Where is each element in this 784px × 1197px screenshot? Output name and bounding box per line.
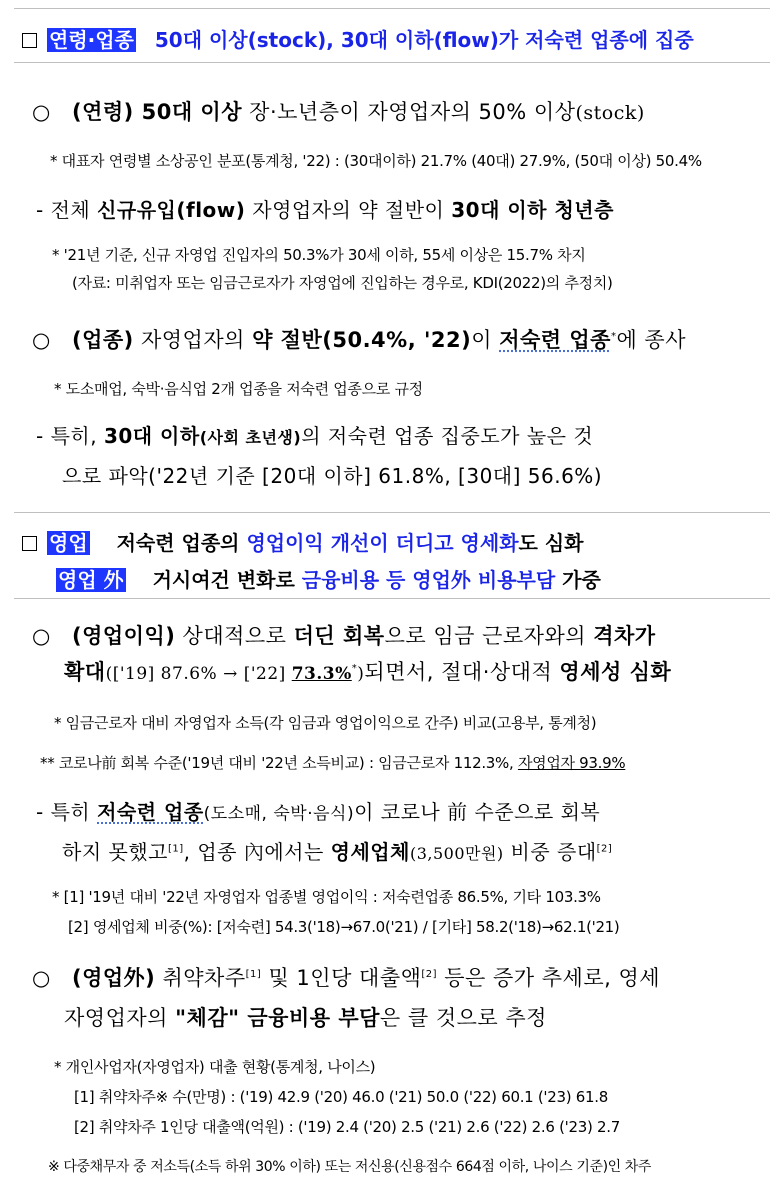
dash-mid: 자영업자의 약 절반이 — [245, 198, 452, 222]
bullet-operating-profit — [32, 620, 656, 650]
text: 거시여건 변화로 — [152, 568, 302, 592]
note-new-entrants-2: (자료: 미취업자 또는 임금근로자가 자영업에 진입하는 경우로, KDI(2022)의 추정치) — [72, 274, 613, 292]
bullet-head: (영업外) — [72, 966, 156, 990]
text: 가중 — [555, 568, 601, 592]
bold-widen: 확대 — [64, 660, 106, 684]
text: , 업종 內에서는 — [183, 840, 331, 864]
header-bottom-rule — [14, 62, 770, 63]
underlined-value: 73.3% — [291, 664, 352, 684]
text: 은 클 것으로 추정 — [379, 1006, 547, 1030]
text: 의 저숙련 업종 집중도가 높은 것 — [301, 424, 594, 448]
dash-youth-concentration-2: 으로 파악('22년 기준 [20대 이하] 61.8%, [30대] 56.6%) — [62, 464, 603, 488]
bullet-non-operating — [32, 962, 660, 992]
text: - 특히, — [36, 424, 104, 448]
text: 으로 임금 근로자와의 — [384, 624, 594, 648]
dash-new-entrants — [36, 194, 614, 223]
section-1-header — [22, 24, 694, 53]
text: 저숙련 업종의 — [116, 531, 247, 555]
bold-youth: 30대 이하 청년층 — [451, 198, 614, 222]
checkbox-square-icon — [22, 536, 37, 551]
footnote-mark: [2] — [596, 843, 613, 855]
text: 상대적으로 — [175, 624, 294, 648]
bold-small-firms: 영세업체 — [330, 840, 410, 864]
blue-text: 영업이익 개선이 더디고 영세화 — [246, 531, 519, 555]
note-loan-status: * 개인사업자(자영업자) 대출 현황(통계청, 나이스) — [54, 1058, 376, 1076]
text: 등은 증가 추세로, 영세 — [437, 966, 661, 990]
section-2-header-1 — [22, 527, 583, 556]
bold-half: 약 절반(50.4%, '22) — [252, 328, 472, 352]
bold-under30: 30대 이하 — [103, 424, 200, 448]
bullet-age — [32, 96, 645, 126]
text: 비중 증대 — [503, 840, 597, 864]
dash-youth-concentration — [36, 420, 593, 449]
text: ** 코로나前 회복 수준('19년 대비 '22년 소득비교) : 임금근로자 112.3%, — [40, 754, 518, 772]
bold-gap: 격차가 — [593, 624, 656, 648]
text: 에 종사 — [616, 328, 687, 352]
bullet-head: (영업이익) — [72, 624, 176, 648]
dash-prefix: - 전체 — [36, 198, 98, 222]
small-bold: (사회 초년생) — [199, 428, 302, 447]
underlined-text: 자영업자 93.9% — [517, 754, 626, 772]
note-small-firm-share: [2] 영세업체 비중(%): [저숙련] 54.3('18)→67.0('21) / [기타] 58.2('18)→62.1('21) — [68, 918, 620, 936]
note-vulnerable-borrowers: [1] 취약차주※ 수(만명) : ('19) 42.9 ('20) 46.0 ('21) 50.0 ('22) 60.1 ('23) 61.8 — [74, 1088, 608, 1106]
bold-low-skill: 저숙련 업종 — [499, 328, 611, 352]
section-tag-age-industry: 연령·업종 — [49, 28, 134, 52]
text: 자영업자의 — [64, 1006, 176, 1030]
footnote-mark: [1] — [167, 843, 184, 855]
note-loan-per-borrower: [2] 취약차주 1인당 대출액(억원) : ('19) 2.4 ('20) 2.5 ('21) 2.6 ('22) 2.6 ('23) 2.7 — [74, 1118, 620, 1136]
section-tag-business: 영업 — [49, 531, 88, 555]
note-profit-by-industry: * [1] '19년 대비 '22년 자영업자 업종별 영업이익 : 저숙련업종 86.5%, 기타 103.3% — [52, 888, 601, 906]
text: 되면서, 절대·상대적 — [364, 660, 560, 684]
note-vulnerable-definition: ※ 다중채무자 중 저소득(소득 하위 30% 이하) 또는 저신용(신용점수 664점 이하, 나이스 기준)인 차주 — [48, 1159, 652, 1175]
text: - 특히 — [36, 800, 98, 824]
circle-bullet-icon: ○ — [32, 624, 51, 648]
dash-low-skill-recovery — [36, 796, 600, 825]
note-income-compare: * 임금근로자 대비 자영업자 소득(각 임금과 영업이익으로 간주) 비교(고용부, 통계청) — [54, 714, 597, 732]
text: 및 1인당 대출액 — [261, 966, 422, 990]
section-tag-non-business: 영업 外 — [58, 568, 124, 592]
note-age-distribution: * 대표자 연령별 소상공인 분포(통계청, '22) : (30대이하) 21.7% (40대) 27.9%, (50대 이상) 50.4% — [50, 152, 702, 170]
serif-text: ) — [357, 664, 365, 684]
header-top-rule-2 — [14, 512, 770, 513]
footnote-mark: [1] — [245, 969, 262, 980]
text: 도 심화 — [518, 531, 584, 555]
note-low-skill-def: * 도소매업, 숙박·음식업 2개 업종을 저숙련 업종으로 규정 — [54, 380, 423, 398]
section-1-title: 50대 이상(stock), 30대 이하(flow)가 저숙련 업종에 집중 — [154, 28, 694, 52]
footnote-mark: [2] — [421, 969, 438, 980]
blue-text: 금융비용 등 영업外 비용부담 — [301, 568, 556, 592]
footnote-mark: * — [610, 331, 617, 342]
bullet-head: (업종) — [72, 328, 134, 352]
circle-bullet-icon: ○ — [32, 328, 51, 352]
bold-low-skill: 저숙련 업종 — [97, 800, 204, 824]
text: 이 코로나 前 수준으로 회복 — [354, 800, 601, 824]
circle-bullet-icon: ○ — [32, 966, 51, 990]
bold-slow-recovery: 더딘 회복 — [293, 624, 385, 648]
bold-smallness: 영세성 심화 — [559, 660, 672, 684]
header-top-rule — [14, 8, 770, 9]
bullet-operating-profit-2 — [64, 656, 671, 686]
note-new-entrants-1: * '21년 기준, 신규 자영업 진입자의 50.3%가 30세 이하, 55세 이상은 15.7% 차지 — [52, 246, 586, 264]
checkbox-square-icon — [22, 33, 37, 48]
bullet-industry — [32, 324, 686, 354]
footnote-mark: * — [351, 663, 358, 674]
bullet-text: 장·노년층이 자영업자의 50% 이상 — [242, 100, 576, 124]
serif-text: (['19] 87.6% → ['22] — [105, 664, 292, 684]
bold-flow: 신규유입(flow) — [97, 198, 246, 222]
text: 취약차주 — [155, 966, 246, 990]
text: 하지 못했고 — [62, 840, 168, 864]
header-bottom-rule-2 — [14, 598, 770, 599]
bullet-head: (연령) 50대 이상 — [72, 100, 242, 124]
circle-bullet-icon: ○ — [32, 100, 51, 124]
small-text: (도소매, 숙박·음식) — [203, 804, 355, 824]
bullet-tail: (stock) — [575, 102, 645, 124]
dash-low-skill-recovery-2 — [62, 836, 612, 865]
text: 자영업자의 — [133, 328, 253, 352]
note-covid-recovery — [40, 752, 625, 773]
text: 이 — [471, 328, 500, 352]
bold-perceived-cost: "체감" 금융비용 부담 — [175, 1006, 380, 1030]
section-2-header-2 — [56, 564, 601, 593]
serif-text: (3,500만원) — [409, 844, 504, 863]
bullet-non-operating-2 — [64, 1002, 547, 1032]
